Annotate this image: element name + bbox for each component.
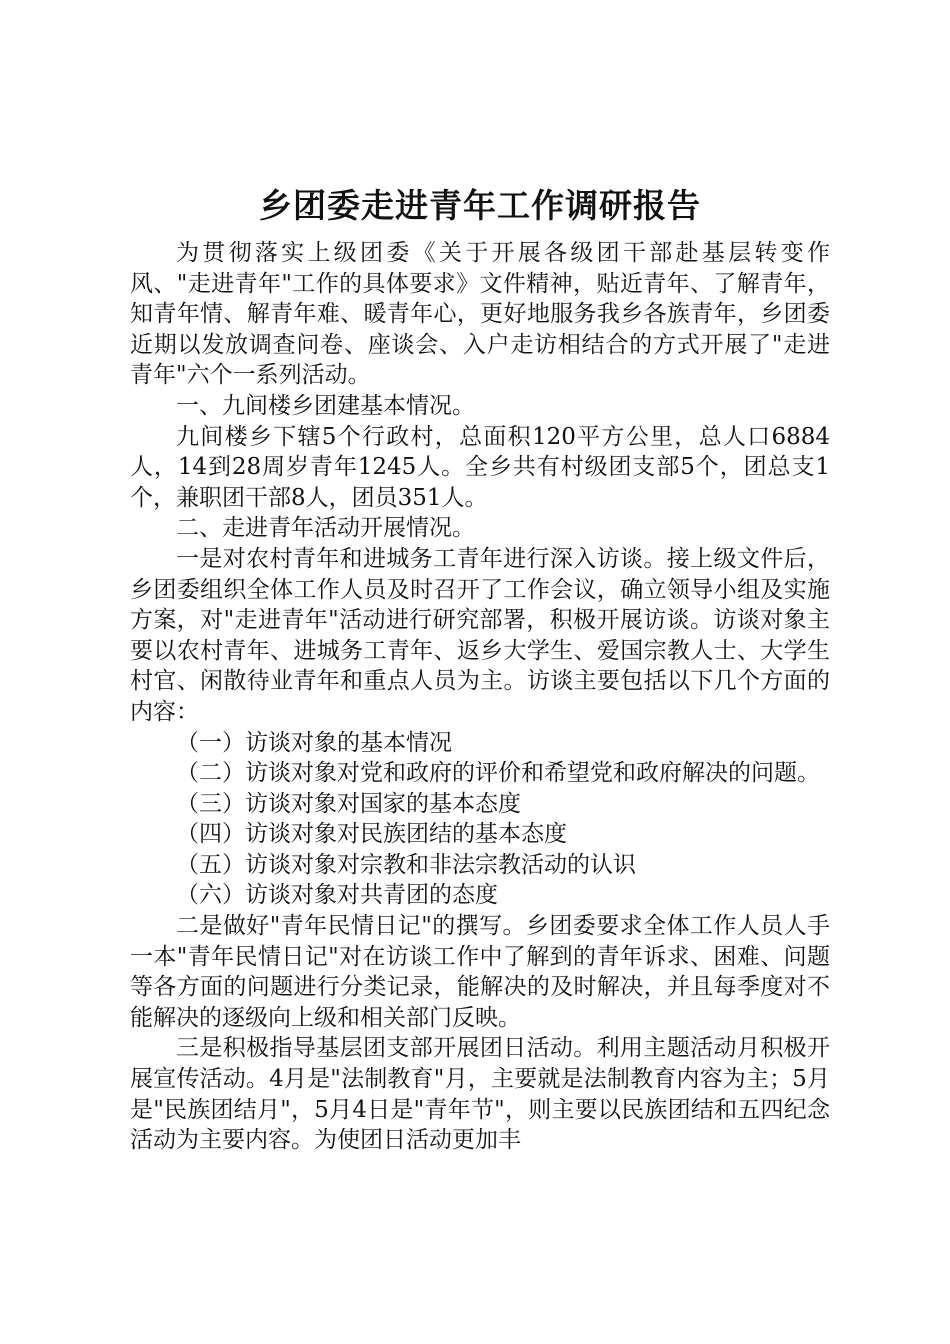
list-item-6: （六）访谈对象对共青团的态度 [176, 882, 498, 909]
paragraph-league-day: 三是积极指导基层团支部开展团日活动。利用主题活动月积极开展宣传活动。4月是"法制教育"月，主要就是法制教育内容为主；5月是"民族团结月"，5月4日是"青年节"，则主要以民族团结和五四纪念活动为主要内容。为使团日活动更加丰 [130, 1035, 830, 1154]
list-item-3: （三）访谈对象对国家的基本态度 [176, 790, 521, 817]
list-item-4: （四）访谈对象对民族团结的基本态度 [176, 821, 567, 848]
list-item-5: （五）访谈对象对宗教和非法宗教活动的认识 [176, 851, 636, 878]
document-page [130, 178, 830, 1156]
section-heading-2: 二、走进青年活动开展情况。 [176, 515, 475, 542]
list-item-1: （一）访谈对象的基本情况 [176, 729, 452, 756]
list-item-2: （二）访谈对象对党和政府的评价和希望党和政府解决的问题。 [176, 760, 820, 787]
paragraph-diary: 二是做好"青年民情日记"的撰写。乡团委要求全体工作人员人手一本"青年民情日记"对在访谈工作中了解到的青年诉求、困难、问题等各方面的问题进行分类记录，能解决的及时解决，并且每季度对不能解决的逐级向上级和相关部门反映。 [130, 913, 830, 1031]
paragraph-interviews: 一是对农村青年和进城务工青年进行深入访谈。接上级文件后，乡团委组织全体工作人员及时召开了工作会议，确立领导小组及实施方案，对"走进青年"活动进行研究部署，积极开展访谈。访谈对象主要以农村青年、进城务工青年、返乡大学生、爱国宗教人士、大学生村官、闲散待业青年和重点人员为主。访谈主要包括以下几个方面的内容： [130, 545, 830, 725]
paragraph-intro: 为贯彻落实上级团委《关于开展各级团干部赴基层转变作风、"走进青年"工作的具体要求》文件精神，贴近青年、了解青年，知青年情、解青年难、暖青年心，更好地服务我乡各族青年，乡团委近期以发放调查问卷、座谈会、入户走访相结合的方式开展了"走进青年"六个一系列活动。 [130, 240, 830, 389]
section-heading-1: 一、九间楼乡团建基本情况。 [176, 392, 475, 419]
document-title: 乡团委走进青年工作调研报告 [259, 186, 701, 225]
paragraph-basic-info: 九间楼乡下辖5个行政村，总面积120平方公里，总人口6884人，14到28周岁青年1245人。全乡共有村级团支部5个，团总支1个，兼职团干部8人，团员351人。 [130, 423, 830, 511]
